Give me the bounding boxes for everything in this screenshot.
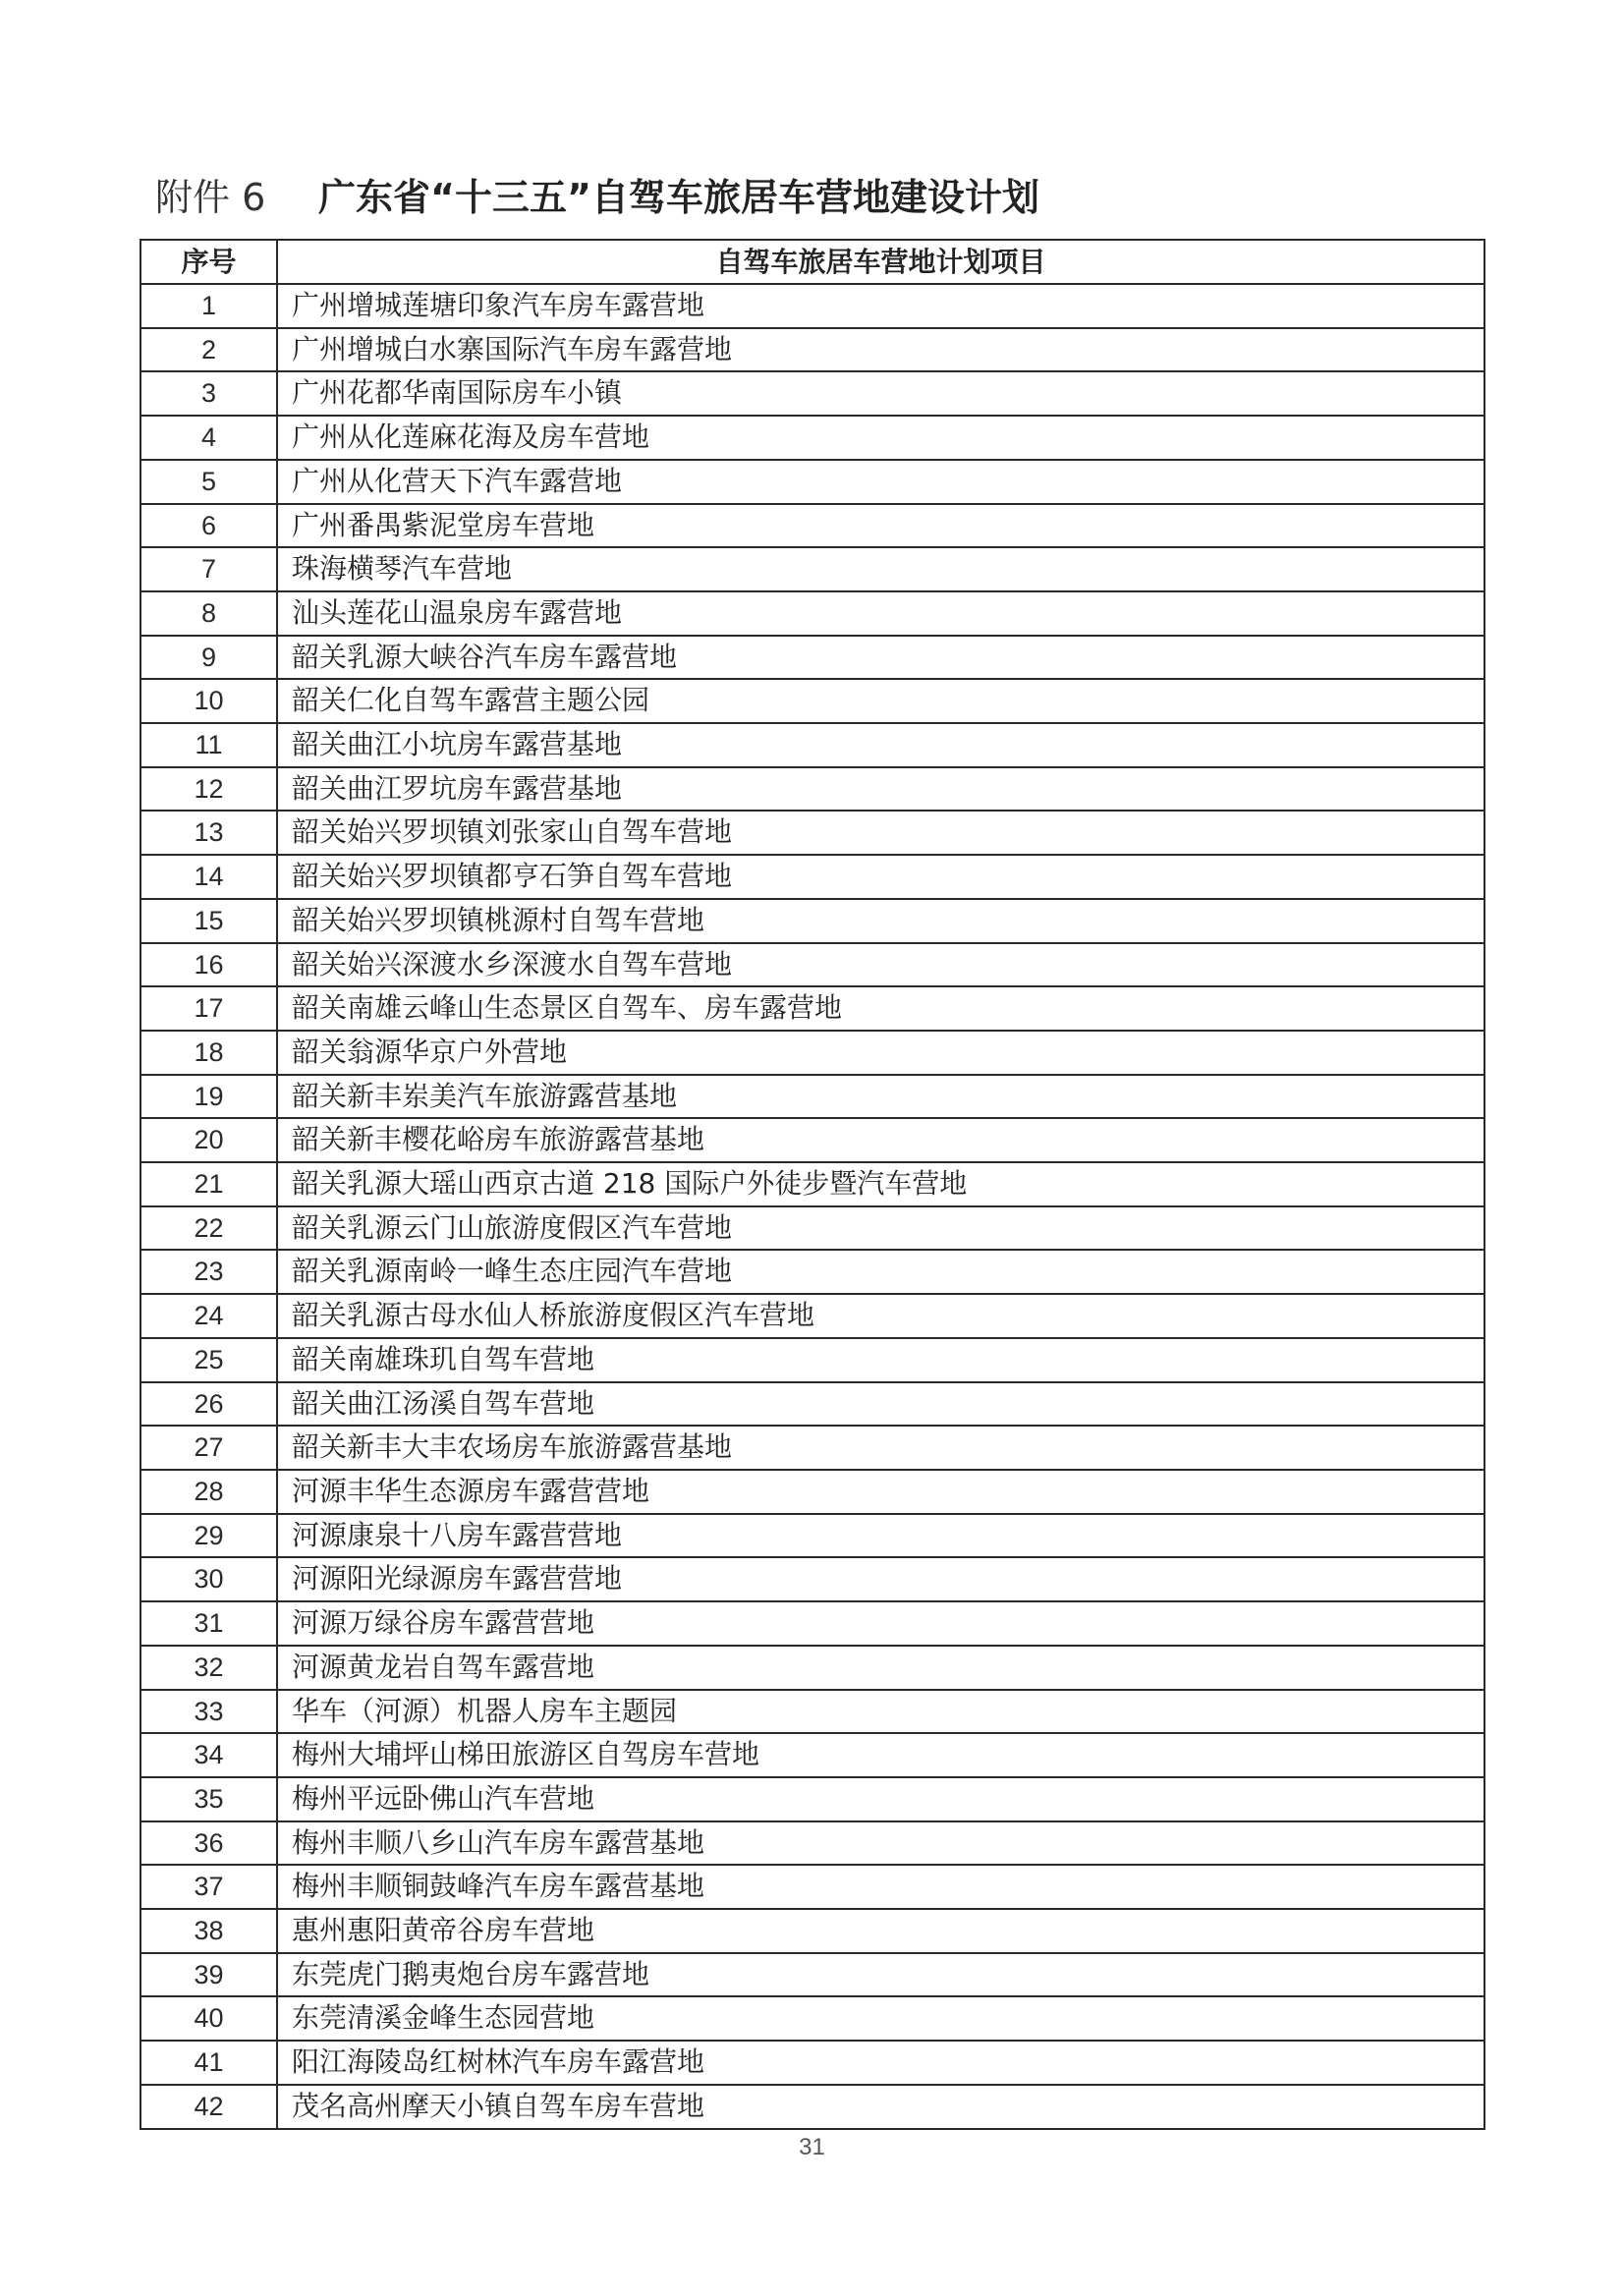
- row-index: 30: [140, 1557, 277, 1601]
- table-row: [140, 767, 1484, 812]
- table-row: [140, 943, 1484, 987]
- row-index: 16: [140, 943, 277, 987]
- row-index: 23: [140, 1250, 277, 1294]
- table-row: [140, 1294, 1484, 1338]
- table-row: [140, 591, 1484, 636]
- row-project-name: 韶关曲江小坑房车露营基地: [277, 723, 1484, 767]
- page-number: 31: [799, 2134, 825, 2160]
- table-body: [140, 284, 1484, 2129]
- row-project-name: 广州增城白水寨国际汽车房车露营地: [277, 328, 1484, 372]
- row-index: 2: [140, 328, 277, 372]
- row-index: 26: [140, 1382, 277, 1427]
- table-row: [140, 1777, 1484, 1821]
- table-row: [140, 1162, 1484, 1206]
- table-row: [140, 1821, 1484, 1866]
- table-row: [140, 1514, 1484, 1558]
- table-row: [140, 811, 1484, 855]
- row-project-name: 汕头莲花山温泉房车露营地: [277, 591, 1484, 636]
- row-index: 21: [140, 1162, 277, 1206]
- table-row: [140, 1338, 1484, 1382]
- row-project-name: 韶关仁化自驾车露营主题公园: [277, 679, 1484, 723]
- row-index: 19: [140, 1075, 277, 1119]
- row-index: 20: [140, 1118, 277, 1162]
- row-project-name: 华车（河源）机器人房车主题园: [277, 1690, 1484, 1734]
- row-project-name: 东莞虎门鹅夷炮台房车露营地: [277, 1953, 1484, 1997]
- table-row: [140, 1075, 1484, 1119]
- row-index: 7: [140, 547, 277, 591]
- row-project-name: 河源丰华生态源房车露营营地: [277, 1470, 1484, 1514]
- row-project-name: 梅州大埔坪山梯田旅游区自驾房车营地: [277, 1733, 1484, 1777]
- row-project-name: 广州从化营天下汽车露营地: [277, 460, 1484, 504]
- row-index: 14: [140, 855, 277, 899]
- row-index: 32: [140, 1646, 277, 1690]
- row-project-name: 韶关乳源大峡谷汽车房车露营地: [277, 636, 1484, 680]
- row-index: 40: [140, 1996, 277, 2041]
- table-row: [140, 284, 1484, 328]
- row-index: 36: [140, 1821, 277, 1866]
- row-index: 12: [140, 767, 277, 812]
- row-index: 1: [140, 284, 277, 328]
- row-index: 41: [140, 2041, 277, 2085]
- table-row: [140, 1557, 1484, 1601]
- row-project-name: 韶关乳源大瑶山西京古道 218 国际户外徒步暨汽车营地: [277, 1162, 1484, 1206]
- row-index: 29: [140, 1514, 277, 1558]
- table-row: [140, 547, 1484, 591]
- table-row: [140, 1865, 1484, 1909]
- row-project-name: 广州番禺紫泥堂房车营地: [277, 504, 1484, 548]
- row-index: 38: [140, 1909, 277, 1953]
- row-project-name: 茂名高州摩天小镇自驾车房车营地: [277, 2085, 1484, 2129]
- table-row: [140, 328, 1484, 372]
- row-index: 18: [140, 1031, 277, 1075]
- row-index: 6: [140, 504, 277, 548]
- table-row: [140, 1118, 1484, 1162]
- row-project-name: 梅州丰顺铜鼓峰汽车房车露营基地: [277, 1865, 1484, 1909]
- row-project-name: 东莞清溪金峰生态园营地: [277, 1996, 1484, 2041]
- row-project-name: 河源万绿谷房车露营营地: [277, 1601, 1484, 1646]
- table-row: [140, 899, 1484, 943]
- table-row: [140, 1646, 1484, 1690]
- table-row: [140, 1953, 1484, 1997]
- table-row: [140, 1031, 1484, 1075]
- table-row: [140, 2085, 1484, 2129]
- row-project-name: 韶关南雄云峰山生态景区自驾车、房车露营地: [277, 986, 1484, 1031]
- row-project-name: 韶关乳源云门山旅游度假区汽车营地: [277, 1206, 1484, 1251]
- row-index: 3: [140, 371, 277, 416]
- column-header-project: 自驾车旅居车营地计划项目: [277, 240, 1484, 284]
- table-row: [140, 1382, 1484, 1427]
- row-project-name: 韶关南雄珠玑自驾车营地: [277, 1338, 1484, 1382]
- row-project-name: 韶关曲江汤溪自驾车营地: [277, 1382, 1484, 1427]
- row-project-name: 梅州丰顺八乡山汽车房车露营基地: [277, 1821, 1484, 1866]
- table-row: [140, 679, 1484, 723]
- row-index: 9: [140, 636, 277, 680]
- row-index: 31: [140, 1601, 277, 1646]
- row-project-name: 广州花都华南国际房车小镇: [277, 371, 1484, 416]
- campsite-plan-table: [140, 239, 1485, 2130]
- row-project-name: 广州增城莲塘印象汽车房车露营地: [277, 284, 1484, 328]
- table-row: [140, 416, 1484, 460]
- row-project-name: 惠州惠阳黄帝谷房车营地: [277, 1909, 1484, 1953]
- table-row: [140, 371, 1484, 416]
- attachment-label: 附件 6: [155, 176, 266, 219]
- row-index: 37: [140, 1865, 277, 1909]
- row-index: 11: [140, 723, 277, 767]
- row-project-name: 韶关曲江罗坑房车露营基地: [277, 767, 1484, 812]
- row-project-name: 韶关乳源古母水仙人桥旅游度假区汽车营地: [277, 1294, 1484, 1338]
- document-title: [155, 173, 1039, 222]
- row-index: 17: [140, 986, 277, 1031]
- row-index: 33: [140, 1690, 277, 1734]
- row-index: 13: [140, 811, 277, 855]
- row-index: 34: [140, 1733, 277, 1777]
- table-row: [140, 1426, 1484, 1470]
- row-index: 22: [140, 1206, 277, 1251]
- row-project-name: 河源黄龙岩自驾车露营地: [277, 1646, 1484, 1690]
- column-header-index: 序号: [140, 240, 277, 284]
- row-index: 28: [140, 1470, 277, 1514]
- row-index: 4: [140, 416, 277, 460]
- row-project-name: 韶关始兴深渡水乡深渡水自驾车营地: [277, 943, 1484, 987]
- table-row: [140, 1909, 1484, 1953]
- table-row: [140, 636, 1484, 680]
- row-index: 24: [140, 1294, 277, 1338]
- row-project-name: 河源阳光绿源房车露营营地: [277, 1557, 1484, 1601]
- table-row: [140, 460, 1484, 504]
- row-project-name: 韶关新丰樱花峪房车旅游露营基地: [277, 1118, 1484, 1162]
- table-row: [140, 1250, 1484, 1294]
- row-index: 27: [140, 1426, 277, 1470]
- row-index: 35: [140, 1777, 277, 1821]
- row-project-name: 韶关始兴罗坝镇刘张家山自驾车营地: [277, 811, 1484, 855]
- row-project-name: 韶关新丰大丰农场房车旅游露营基地: [277, 1426, 1484, 1470]
- table-row: [140, 504, 1484, 548]
- row-project-name: 梅州平远卧佛山汽车营地: [277, 1777, 1484, 1821]
- row-index: 15: [140, 899, 277, 943]
- row-index: 8: [140, 591, 277, 636]
- row-index: 42: [140, 2085, 277, 2129]
- row-project-name: 韶关新丰岽美汽车旅游露营基地: [277, 1075, 1484, 1119]
- row-project-name: 河源康泉十八房车露营营地: [277, 1514, 1484, 1558]
- table-row: [140, 2041, 1484, 2085]
- row-project-name: 韶关始兴罗坝镇都亨石笋自驾车营地: [277, 855, 1484, 899]
- row-index: 10: [140, 679, 277, 723]
- table-row: [140, 723, 1484, 767]
- row-project-name: 阳江海陵岛红树林汽车房车露营地: [277, 2041, 1484, 2085]
- row-project-name: 韶关始兴罗坝镇桃源村自驾车营地: [277, 899, 1484, 943]
- row-project-name: 广州从化莲麻花海及房车营地: [277, 416, 1484, 460]
- table-row: [140, 1470, 1484, 1514]
- table-row: [140, 1996, 1484, 2041]
- row-project-name: 韶关乳源南岭一峰生态庄园汽车营地: [277, 1250, 1484, 1294]
- table-row: [140, 1206, 1484, 1251]
- table-row: [140, 855, 1484, 899]
- table-row: [140, 1733, 1484, 1777]
- row-index: 25: [140, 1338, 277, 1382]
- table-row: [140, 1690, 1484, 1734]
- table-header-row: [140, 240, 1484, 284]
- table-row: [140, 1601, 1484, 1646]
- row-index: 5: [140, 460, 277, 504]
- row-project-name: 珠海横琴汽车营地: [277, 547, 1484, 591]
- row-project-name: 韶关翁源华京户外营地: [277, 1031, 1484, 1075]
- row-index: 39: [140, 1953, 277, 1997]
- page-title: 广东省“十三五”自驾车旅居车营地建设计划: [318, 176, 1039, 219]
- table-row: [140, 986, 1484, 1031]
